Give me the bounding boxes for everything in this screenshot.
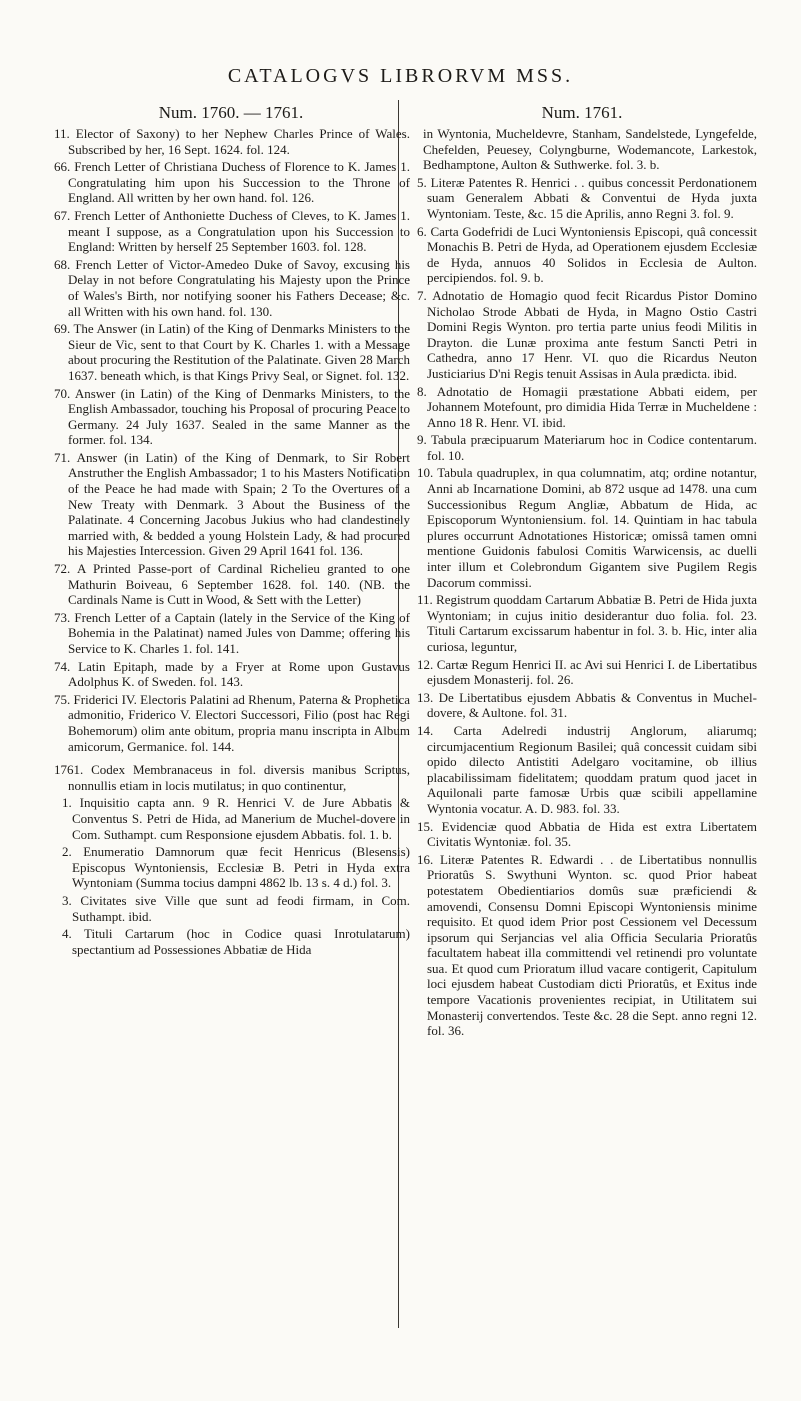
catalog-entry: 67. French Letter of Anthoniette Duchess of Cleves, to K. James 1. meant I suppose, as a Congratulation upon his Succession to England: Written by herself 25 September 1603. fol. 128. (54, 207, 410, 255)
codex-subentry: 9. Tabula præcipuarum Materiarum hoc in Codice contentarum. fol. 10. (417, 432, 757, 463)
codex-subentry: 10. Tabula quadruplex, in qua columnatim, atq; ordine notantur, Anni ab Incarnatione Domini, ab 872 usque ad 1478. una cum Successionibus Regum Angliæ, Abbatum de Hida, ac Episcoporum Wyntoniensium. fol. 14. Quintiam in hac tabula plures occurrunt Adnotationes Historicæ; omissâ tamen omni mentione Guidonis fabulosi Comitis Warwicensis, ac duelli inter illum et Colebrondum Gigantem sive Pugilem Regis Dacorum commissi. (417, 465, 757, 590)
codex-subentry: 8. Adnotatio de Homagii præstatione Abbati eidem, per Johannem Motefount, pro dimidia Hida Terræ in Mucheldene : Anno 18 R. Henr. VI. ibid. (417, 383, 757, 430)
codex-subentry: 16. Literæ Patentes R. Edwardi . . de Libertatibus nonnullis Prioratûs S. Swythuni Wynton. sc. quod Prior habeat potestatem Obedientiarios domûs suæ præficiendi & amovendi, Consensu Domni Episcopi Wyntoniensis minime requisito. Et quod idem Prior post Cessionem vel Decessum ipsorum qui Serjancias vel alia Officia Secularia Prioratûs facultatem habeat illa committendi vel retinendi pro voluntate sua. Et quod cum Prioratum illud vacare contigerit, Capitulum loci ejusdem habeat Custodiam dicti Prioratûs, et Exitus inde tempore Vacationis provenientes recipiat, in Utilitatem sui Monasterij convertendos. Teste &c. 28 die Sept. anno regni 12. fol. 36. (417, 851, 757, 1039)
codex-subentry: 13. De Libertatibus ejusdem Abbatis & Conventus in Muchel-dovere, & Aultone. fol. 31. (417, 689, 757, 721)
catalog-entry: 72. A Printed Passe-port of Cardinal Richelieu granted to one Mathurin Boiveau, 6 September 1628. fol. 140. (NB. the Cardinals Name is Cutt in Wood, & Sett with the Letter) (54, 561, 410, 608)
codex-subentry: 4. Tituli Cartarum (hoc in Codice quasi Inrotulatarum) spectantium ad Possessiones Abbatiæ de Hida (62, 926, 410, 957)
codex-subentry: 2. Enumeratio Damnorum quæ fecit Henricus (Blesensis) Episcopus Wyntoniensis, Ecclesiæ B. Petri in Hyda extra Wyntoniam (Summa tocius dampni 4862 lb. 13 s. 4 d.) fol. 3. (62, 844, 410, 891)
codex-subentry: 7. Adnotatio de Homagio quod fecit Ricardus Pistor Domino Nicholao Strode Abbati de Hyda, in Magno Ostio Castri Domini Regis Wynton. pro tertia parte unius feodi Militis in Drayton. die Lunæ proxima ante festum Sancti Petri in Cathedra, anno 17 Henr. VI. quo die Ricardus Neuton Justiciarius D'ni Regis tenuit Assisas in Aula prædicta. ibid. (417, 287, 757, 381)
codex-subentry: 11. Registrum quoddam Cartarum Abbatiæ B. Petri de Hida juxta Wyntoniam; in cujus initio desiderantur duo folia. fol. 23. Tituli Cartarum excissarum habentur in fol. 3. b. Hic, inter alia curiosa, leguntur, (417, 592, 757, 654)
left-heading: Num. 1760. — 1761. (158, 103, 304, 122)
right-column (407, 102, 757, 1041)
catalog-entry: 74. Latin Epitaph, made by a Fryer at Rome upon Gustavus Adolphus K. of Sweden. fol. 143. (54, 658, 410, 690)
catalog-entry: 11. Elector of Saxony) to her Nephew Charles Prince of Wales. Subscribed by her, 16 Sept. 1624. fol. 124. (54, 126, 410, 157)
catalog-entry: 75. Friderici IV. Electoris Palatini ad Rhenum, Paterna & Prophetica admonitio, Friderico V. Electori Successori, Filio (post hac Regi Bohemorum) olim ante obitum, propria manu inscripta in Album amicorum, Germanice. fol. 144. (54, 691, 410, 754)
codex-1761-entry: 1761. Codex Membranaceus in fol. diversis manibus Scriptus, nonnullis etiam in locis mutilatus; in quo continentur, (54, 762, 410, 793)
catalog-entry: 71. Answer (in Latin) of the King of Denmark, to Sir Robert Anstruther the English Ambassador; 1 to his Masters Notification of the Peace he had made with Spain; 2 To the Overtures of a New Treaty with Denmark. 3 About the Business of the Palatinate. 4 Concerning Jacobus Jukius who had clandestinely married with, & bedded a young Holstein Lady, & had procured his Majesties Intercession. Given 29 April 1641 fol. 136. (54, 449, 410, 559)
codex-subentry: 12. Cartæ Regum Henrici II. ac Avi sui Henrici I. de Libertatibus ejusdem Monasterij. fol. 26. (417, 656, 757, 688)
codex-subentry: 1. Inquisitio capta ann. 9 R. Henrici V. de Jure Abbatis & Conventus S. Petri de Hida, ad Manerium de Muchel-dovere in Com. Suthampt. cum Responsione ejusdem Abbatis. fol. 1. b. (62, 795, 410, 842)
codex-subentry: 3. Civitates sive Ville que sunt ad feodi firmam, in Com. Suthampt. ibid. (62, 892, 410, 924)
codex-subentry: 15. Evidenciæ quod Abbatia de Hida est extra Libertatem Civitatis Wyntoniæ. fol. 35. (417, 818, 757, 850)
catalog-entry: 73. French Letter of a Captain (lately in the Service of the King of Bohemia in the Palatinat) named Jules von Damme; offering his Service to K. Charles 1. fol. 141. (54, 609, 410, 656)
catalog-entry: 68. French Letter of Victor-Amedeo Duke of Savoy, excusing his Delay in not before Congratulating his Majesty upon the Prince of Wales's Birth, nor notifying sooner his Fathers Decease; &c. all Written with his own hand. fol. 130. (54, 256, 410, 319)
codex-subentry: 14. Carta Adelredi industrij Anglorum, aliarumq; circumjacentium Regionum Basilei; quâ concessit cuidam sibi opido dilecto Antistiti Adelgaro vocitamine, ob illius placabilissimam fidelitatem; quoddam pratum quod jacet in Aquilonali parte famosæ Urbis quæ scibili appellamine Wyntonia vocatur. A. D. 983. fol. 33. (417, 722, 757, 816)
codex-subentry: 6. Carta Godefridi de Luci Wyntoniensis Episcopi, quâ concessit Monachis B. Petri de Hyda, ad Operationem ejusdem Ecclesiæ de Hyda, annuos 40 Solidos in Ecclesia de Aulton. percipiendos. fol. 9. b. (417, 223, 757, 286)
codex-continuation: in Wyntonia, Mucheldevre, Stanham, Sandelstede, Lyngefelde, Chefelden, Peuesey, Colyngburne, Wodemancote, Larkestok, Bedhamptone, Aulton & Suthwerke. fol. 3. b. (423, 126, 757, 173)
left-column (52, 102, 410, 959)
right-heading: Num. 1761. (541, 103, 623, 122)
page-header: CATALOGVS LIBRORVM MSS. (227, 65, 574, 87)
catalog-entry: 70. Answer (in Latin) of the King of Denmarks Ministers, to the English Ambassador, touching his Proposal of procuring Peace to Germany. 24 July 1637. Sealed in the same Manner as the former. fol. 134. (54, 385, 410, 448)
codex-subentry: 5. Literæ Patentes R. Henrici . . quibus concessit Perdonationem suam Generalem Abbati & Conventui de Hyda juxta Wyntoniam. Teste, &c. 15 die Aprilis, anno Regni 3. fol. 9. (417, 174, 757, 221)
catalog-entry: 66. French Letter of Christiana Duchess of Florence to K. James 1. Congratulating him upon his Succession to the Throne of England. All written by her own hand. fol. 126. (54, 159, 410, 206)
catalog-entry: 69. The Answer (in Latin) of the King of Denmarks Ministers to the Sieur de Vic, sent to that Court by K. Charles 1. with a Message about procuring the Restitution of the Palatinate. Given 28 March 1637. beneath which, is that Kings Privy Seal, or Signet. fol. 132. (54, 321, 410, 383)
